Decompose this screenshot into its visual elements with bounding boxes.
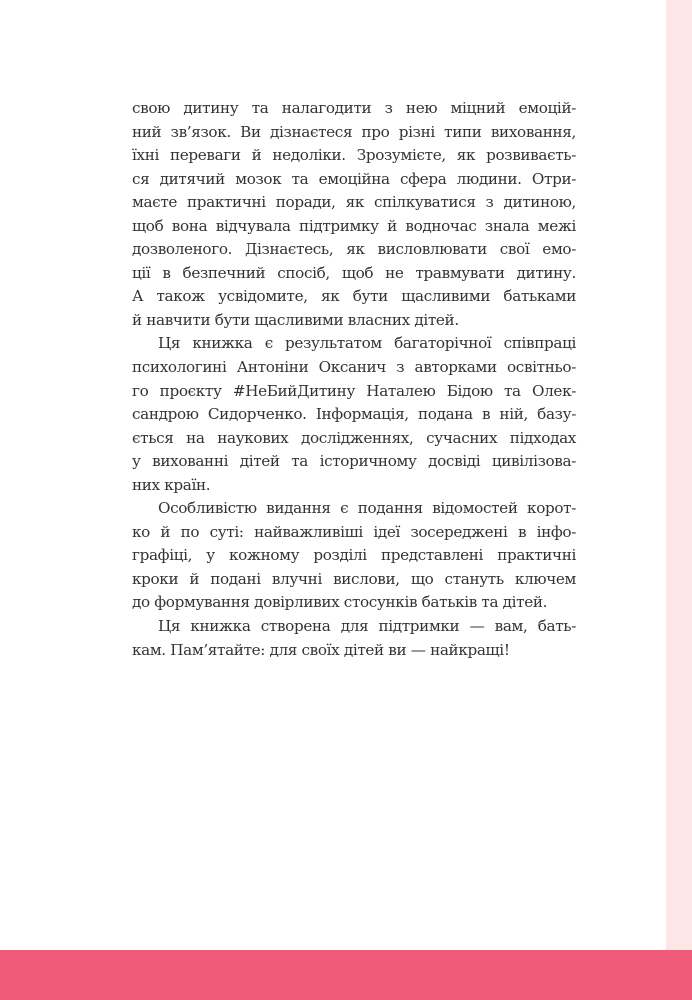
text-line: у вихованні дітей та історичному досвіді цивілізова- bbox=[132, 452, 576, 471]
bottom-color-band bbox=[0, 950, 692, 1000]
paragraph bbox=[132, 497, 576, 615]
text-line: кам. Пам’ятайте: для своїх дітей ви — найкращі! bbox=[132, 640, 510, 659]
text-line: Особливістю видання є подання відомостей корот- bbox=[158, 499, 576, 518]
text-line: А також усвідомите, як бути щасливими батьками bbox=[132, 287, 576, 306]
text-line: кроки й подані влучні вислови, що стануть ключем bbox=[132, 569, 576, 588]
text-line: графіці, у кожному розділі представлені практичні bbox=[132, 546, 576, 565]
paragraph bbox=[132, 332, 576, 497]
text-line: їхні переваги й недоліки. Зрозумієте, як розвиваєть- bbox=[132, 146, 576, 165]
text-line: й навчити бути щасливими власних дітей. bbox=[132, 310, 459, 329]
text-line: ко й по суті: найважливіші ідеї зосереджені в інфо- bbox=[132, 522, 576, 541]
page-body-text bbox=[132, 97, 576, 662]
text-line: ний зв’язок. Ви дізнаєтеся про різні типи виховання, bbox=[132, 122, 576, 141]
text-line: сандрою Сидорченко. Інформація, подана в ній, базу- bbox=[132, 405, 576, 424]
text-line: щоб вона відчувала підтримку й водночас знала межі bbox=[132, 216, 576, 235]
text-line: го проєкту #НеБийДитину Наталею Бідою та Олек- bbox=[132, 381, 576, 400]
text-line: них країн. bbox=[132, 475, 211, 494]
text-line: дозволеного. Дізнаєтесь, як висловлювати свої емо- bbox=[132, 240, 576, 259]
text-line: до формування довірливих стосунків батьків та дітей. bbox=[132, 593, 548, 612]
text-line: психологині Антоніни Оксанич з авторками освітньо- bbox=[132, 358, 576, 377]
paragraph bbox=[132, 615, 576, 662]
text-line: свою дитину та налагодити з нею міцний емоцій- bbox=[132, 99, 576, 117]
side-color-strip bbox=[666, 0, 692, 950]
text-line: ється на наукових дослідженнях, сучасних підходах bbox=[132, 428, 576, 447]
text-line: ся дитячий мозок та емоційна сфера людини. Отри- bbox=[132, 169, 576, 188]
text-line: Ця книжка створена для підтримки — вам, бать- bbox=[158, 617, 576, 636]
text-line: ції в безпечний спосіб, щоб не травмувати дитину. bbox=[132, 263, 576, 282]
paragraph bbox=[132, 97, 576, 332]
text-line: Ця книжка є результатом багаторічної співпраці bbox=[158, 334, 576, 353]
text-line: маєте практичні поради, як спілкуватися з дитиною, bbox=[132, 193, 576, 212]
